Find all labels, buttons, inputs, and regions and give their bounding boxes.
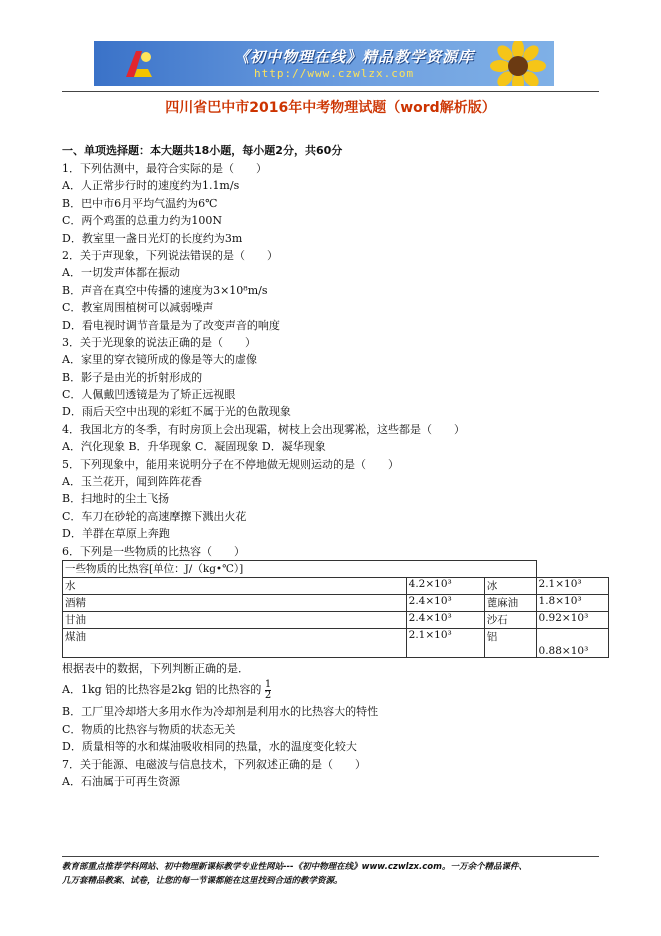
text-line: C．车刀在砂轮的高速摩擦下溅出火花 xyxy=(62,509,247,523)
table-cell: 铝 xyxy=(484,628,536,657)
table-cell: 2.1×10³ xyxy=(536,577,608,594)
text-line: 4．我国北方的冬季，有时房顶上会出现霜，树枝上会出现雾凇，这些都是（ ） xyxy=(62,422,465,436)
q6-option-a xyxy=(62,677,602,703)
table-row xyxy=(63,628,609,657)
banner-title: 《初中物理在线》精品教学资源库 xyxy=(234,48,475,66)
table-body xyxy=(63,577,609,657)
table-question: 根据表中的数据，下列判断正确的是． xyxy=(62,661,249,675)
table-row xyxy=(63,611,609,628)
table-cell: 0.92×10³ xyxy=(536,611,608,628)
table-cell: 2.4×10³ xyxy=(406,611,484,628)
footer-line-1: 教育部重点推荐学科网站、初中物理新课标教学专业性网站---《初中物理在线》www.czwlzx.com。一万余个精品课件、 xyxy=(62,862,527,872)
text-line: B．工厂里冷却塔大多用水作为冷却剂是利用水的比热容大的特性 xyxy=(62,705,379,719)
table-cell: 甘油 xyxy=(63,611,407,628)
questions-part-1 xyxy=(62,160,602,560)
text-line: A．人正常步行时的速度约为1.1m/s xyxy=(62,179,240,193)
text-line: D．看电视时调节音量是为了改变声音的响度 xyxy=(62,318,280,332)
text-line: 2．关于声现象，下列说法错误的是（ ） xyxy=(62,248,278,262)
questions-part-2 xyxy=(62,703,602,790)
text-line: 3．关于光现象的说法正确的是（ ） xyxy=(62,335,256,349)
text-line: B．影子是由光的折射形成的 xyxy=(62,370,203,384)
text-line: A．家里的穿衣镜所成的像是等大的虚像 xyxy=(62,353,257,367)
footer-line-2: 几万套精品教案、试卷，让您的每一节课都能在这里找到合适的教学资源。 xyxy=(62,876,343,886)
text-line: 7．关于能源、电磁波与信息技术，下列叙述正确的是（ ） xyxy=(62,757,366,771)
text-line: C．教室周围植树可以减弱噪声 xyxy=(62,301,214,315)
text-line: C．人佩戴凹透镜是为了矫正远视眼 xyxy=(62,388,236,402)
text-line: A．汽化现象 B．升华现象 C．凝固现象 D．凝华现象 xyxy=(62,440,326,454)
q6-option-a-text: A．1kg 铝的比热容是2kg 铝的比热容的 xyxy=(62,683,262,697)
text-line: 1．下列估测中，最符合实际的是（ ） xyxy=(62,162,267,175)
table-cell: 煤油 xyxy=(63,628,407,657)
document-title: 四川省巴中市2016年中考物理试题（word解析版） xyxy=(165,100,496,116)
table-cell: 蓖麻油 xyxy=(484,594,536,611)
text-line: B．声音在真空中传播的速度为3×10⁸m/s xyxy=(62,283,268,297)
sunflower-icon xyxy=(478,41,548,86)
table-header-empty xyxy=(536,560,608,577)
site-logo-icon xyxy=(122,47,156,81)
text-line: 6．下列是一些物质的比热容（ ） xyxy=(62,544,245,558)
table-header-row xyxy=(63,560,609,577)
table-cell: 冰 xyxy=(484,577,536,594)
table-row xyxy=(63,594,609,611)
text-line: 5．下列现象中，能用来说明分子在不停地做无规则运动的是（ ） xyxy=(62,457,399,471)
document-body xyxy=(62,142,602,790)
table-cell: 水 xyxy=(63,577,407,594)
text-line: D．教室里一盏日光灯的长度约为3m xyxy=(62,231,243,245)
fraction-denominator: 2 xyxy=(264,689,272,701)
footer xyxy=(62,860,607,888)
footer-divider xyxy=(62,856,599,857)
table-cell: 0.88×10³ xyxy=(536,628,608,657)
table-row xyxy=(63,577,609,594)
table-cell: 4.2×10³ xyxy=(406,577,484,594)
table-cell: 2.1×10³ xyxy=(406,628,484,657)
text-line: C．两个鸡蛋的总重力约为100N xyxy=(62,214,223,228)
text-line: D．羊群在草原上奔跑 xyxy=(62,527,170,541)
table-cell: 沙石 xyxy=(484,611,536,628)
text-line: D．雨后天空中出现的彩虹不属于光的色散现象 xyxy=(62,405,291,419)
header-banner xyxy=(94,41,554,86)
fraction xyxy=(265,680,271,701)
text-line: A．石油属于可再生资源 xyxy=(62,774,180,788)
table-cell: 2.4×10³ xyxy=(406,594,484,611)
fraction-numerator: 1 xyxy=(264,678,272,690)
section-heading: 一、单项选择题：本大题共18小题，每小题2分，共60分 xyxy=(62,144,343,157)
text-line: C．物质的比热容与物质的状态无关 xyxy=(62,722,236,736)
table-cell: 1.8×10³ xyxy=(536,594,608,611)
text-line: A．玉兰花开，闻到阵阵花香 xyxy=(62,475,202,489)
text-line: D．质量相等的水和煤油吸收相同的热量，水的温度变化较大 xyxy=(62,740,357,754)
banner-url[interactable]: http://www.czwlzx.com xyxy=(254,67,415,80)
header-divider xyxy=(62,91,599,92)
text-line: A．一切发声体都在振动 xyxy=(62,266,180,280)
table-cell: 酒精 xyxy=(63,594,407,611)
text-line: B．巴中市6月平均气温约为6℃ xyxy=(62,196,218,210)
table-header: 一些物质的比热容[单位：J/（kg•℃）] xyxy=(63,560,537,577)
specific-heat-table xyxy=(62,560,609,658)
text-line: B．扫地时的尘土飞扬 xyxy=(62,492,170,506)
